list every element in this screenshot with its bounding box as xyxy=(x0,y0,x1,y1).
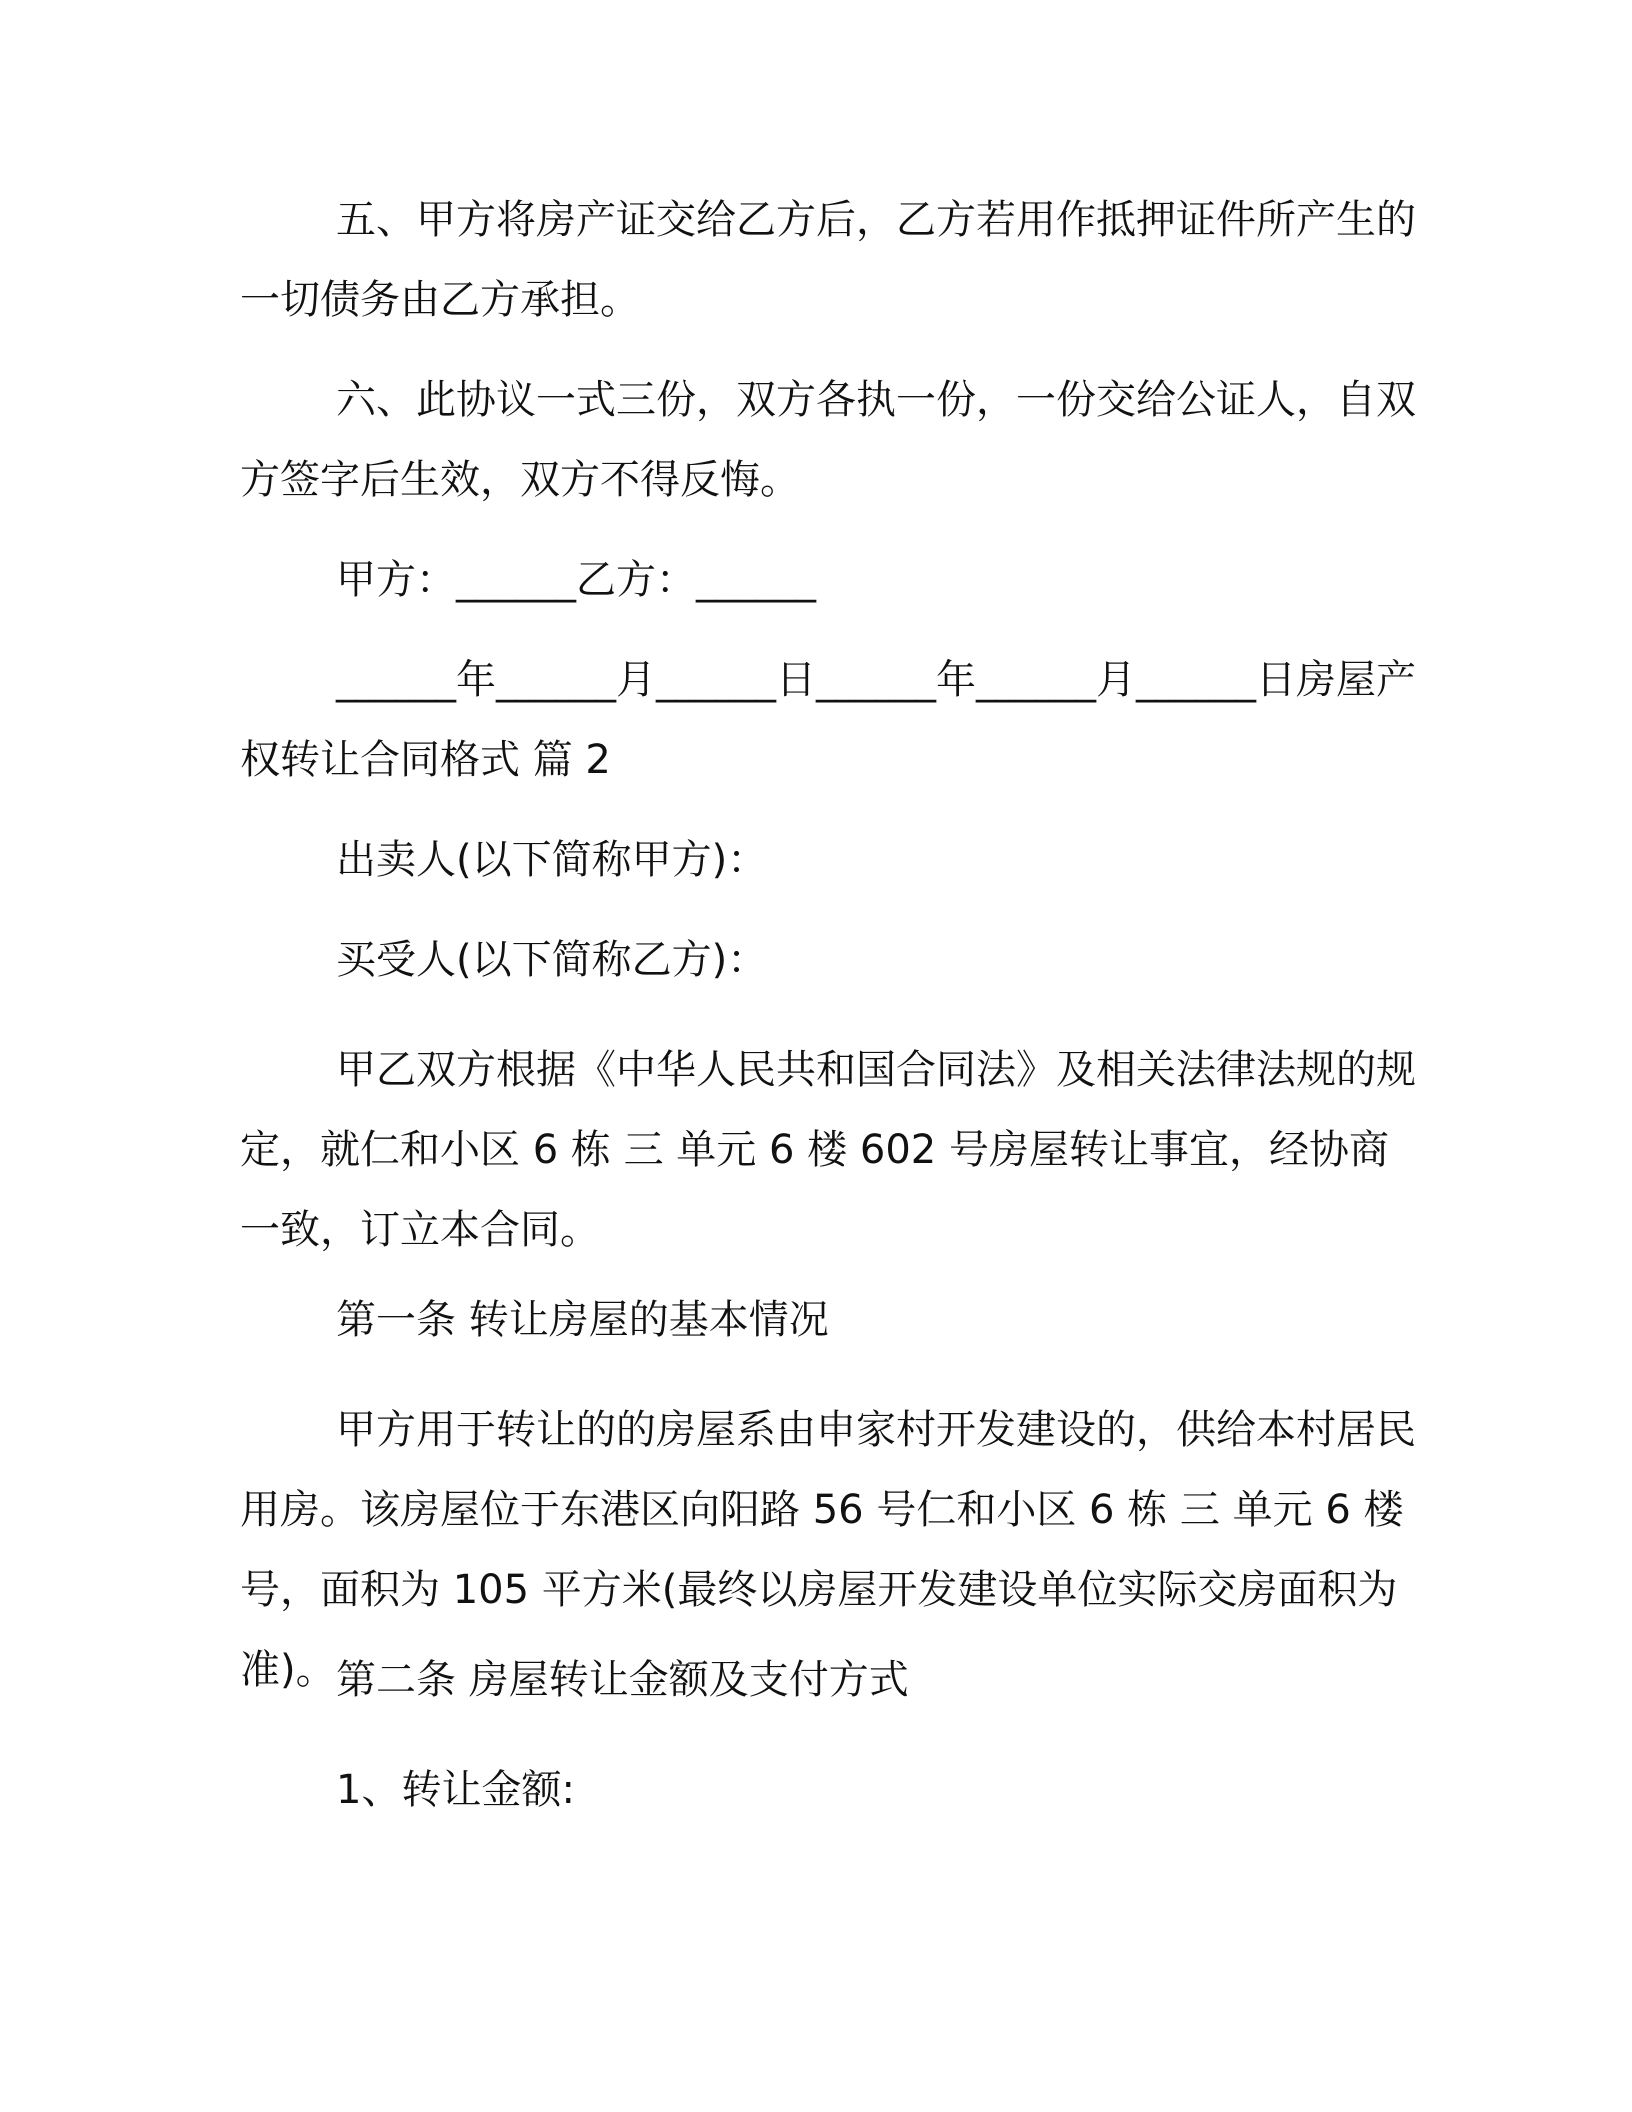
date-line-and-heading: ______年______月______日______年______月______日房屋产权转让合同格式 篇 2 xyxy=(240,657,1416,783)
paragraph-clause-6: 六、此协议一式三份，双方各执一份，一份交给公证人，自双方签字后生效，双方不得反悔。 xyxy=(240,377,1416,503)
paragraph-clause-5: 五、甲方将房产证交给乙方后，乙方若用作抵押证件所产生的一切债务由乙方承担。 xyxy=(240,197,1416,323)
article-1-heading: 第一条 转让房屋的基本情况 xyxy=(336,1297,829,1343)
seller-label: 出卖人(以下简称甲方)： xyxy=(336,837,768,883)
signature-line-parties: 甲方：______乙方：______ xyxy=(336,557,816,603)
buyer-label: 买受人(以下简称乙方)： xyxy=(336,937,768,983)
paragraph-preamble: 甲乙双方根据《中华人民共和国合同法》及相关法律法规的规定，就仁和小区 6 栋 三 单元 6 楼 602 号房屋转让事宜，经协商一致，订立本合同。 xyxy=(240,1047,1416,1253)
transfer-amount-label: 1、转让金额: xyxy=(336,1767,575,1813)
article-1-content: 甲方用于转让的的房屋系由申家村开发建设的，供给本村居民用房。该房屋位于东港区向阳路 56 号仁和小区 6 栋 三 单元 6 楼 号，面积为 105 平方米(最终以房屋开发建设单位实际交房面积为准)。 xyxy=(240,1407,1417,1693)
article-2-heading: 第二条 房屋转让金额及支付方式 xyxy=(336,1657,909,1703)
